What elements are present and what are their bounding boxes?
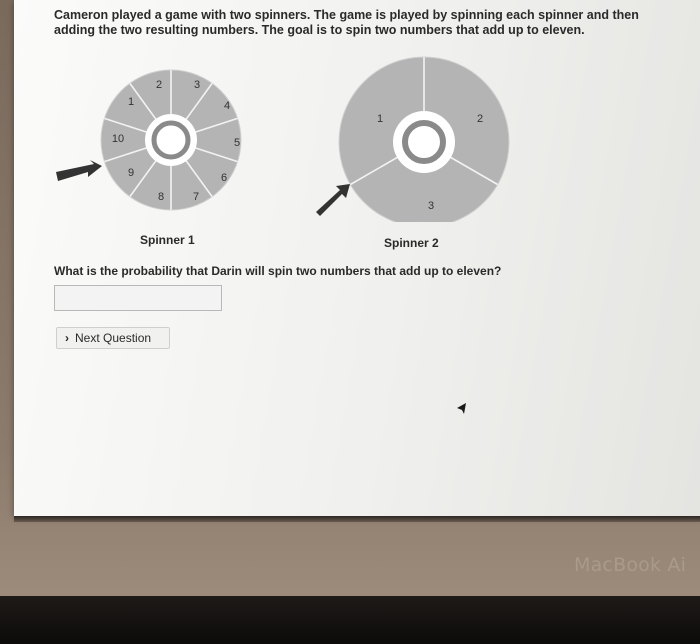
spinner-2 xyxy=(316,57,509,222)
spinner-2-title: Spinner 2 xyxy=(384,236,439,250)
next-question-label: Next Question xyxy=(75,331,152,345)
chevron-right-icon: › xyxy=(65,331,69,345)
spinner-1-label-6: 6 xyxy=(220,172,228,184)
spinner-1-label-1: 1 xyxy=(127,96,135,108)
spinner-2-label-2: 2 xyxy=(476,113,484,125)
next-question-button[interactable] xyxy=(56,327,170,349)
question-text: Cameron played a game with two spinners. The game is played by spinning each spinner and then adding the two resulting numbers. The goal is to spin two numbers that add up to eleven. xyxy=(54,8,639,37)
answer-input[interactable] xyxy=(54,285,222,311)
laptop-base xyxy=(0,596,700,644)
spinner-1-label-2: 2 xyxy=(155,79,163,91)
spinner-1-label-7: 7 xyxy=(192,191,200,203)
device-brand-text: MacBook Ai xyxy=(574,554,687,576)
spinner-1-label-8: 8 xyxy=(157,191,165,203)
spinner-1-label-10: 10 xyxy=(111,133,125,145)
spinner-1-label-3: 3 xyxy=(193,79,201,91)
spinner-1-label-9: 9 xyxy=(127,167,135,179)
spinner-1-label-4: 4 xyxy=(223,100,231,112)
spinner-2-label-1: 1 xyxy=(376,113,384,125)
spinners-figure xyxy=(44,52,544,222)
spinner-2-label-3: 3 xyxy=(427,200,435,212)
spinner-2-arrow-icon xyxy=(316,184,350,216)
probability-prompt: What is the probability that Darin will spin two numbers that add up to eleven? xyxy=(54,264,502,278)
spinner-1 xyxy=(56,70,241,210)
screen-edge xyxy=(14,516,700,522)
mouse-cursor-icon xyxy=(456,402,468,416)
screen xyxy=(14,0,700,516)
spinner-1-title: Spinner 1 xyxy=(140,233,195,247)
spinner-1-arrow-icon xyxy=(56,160,102,181)
spinner-1-label-5: 5 xyxy=(233,137,241,149)
